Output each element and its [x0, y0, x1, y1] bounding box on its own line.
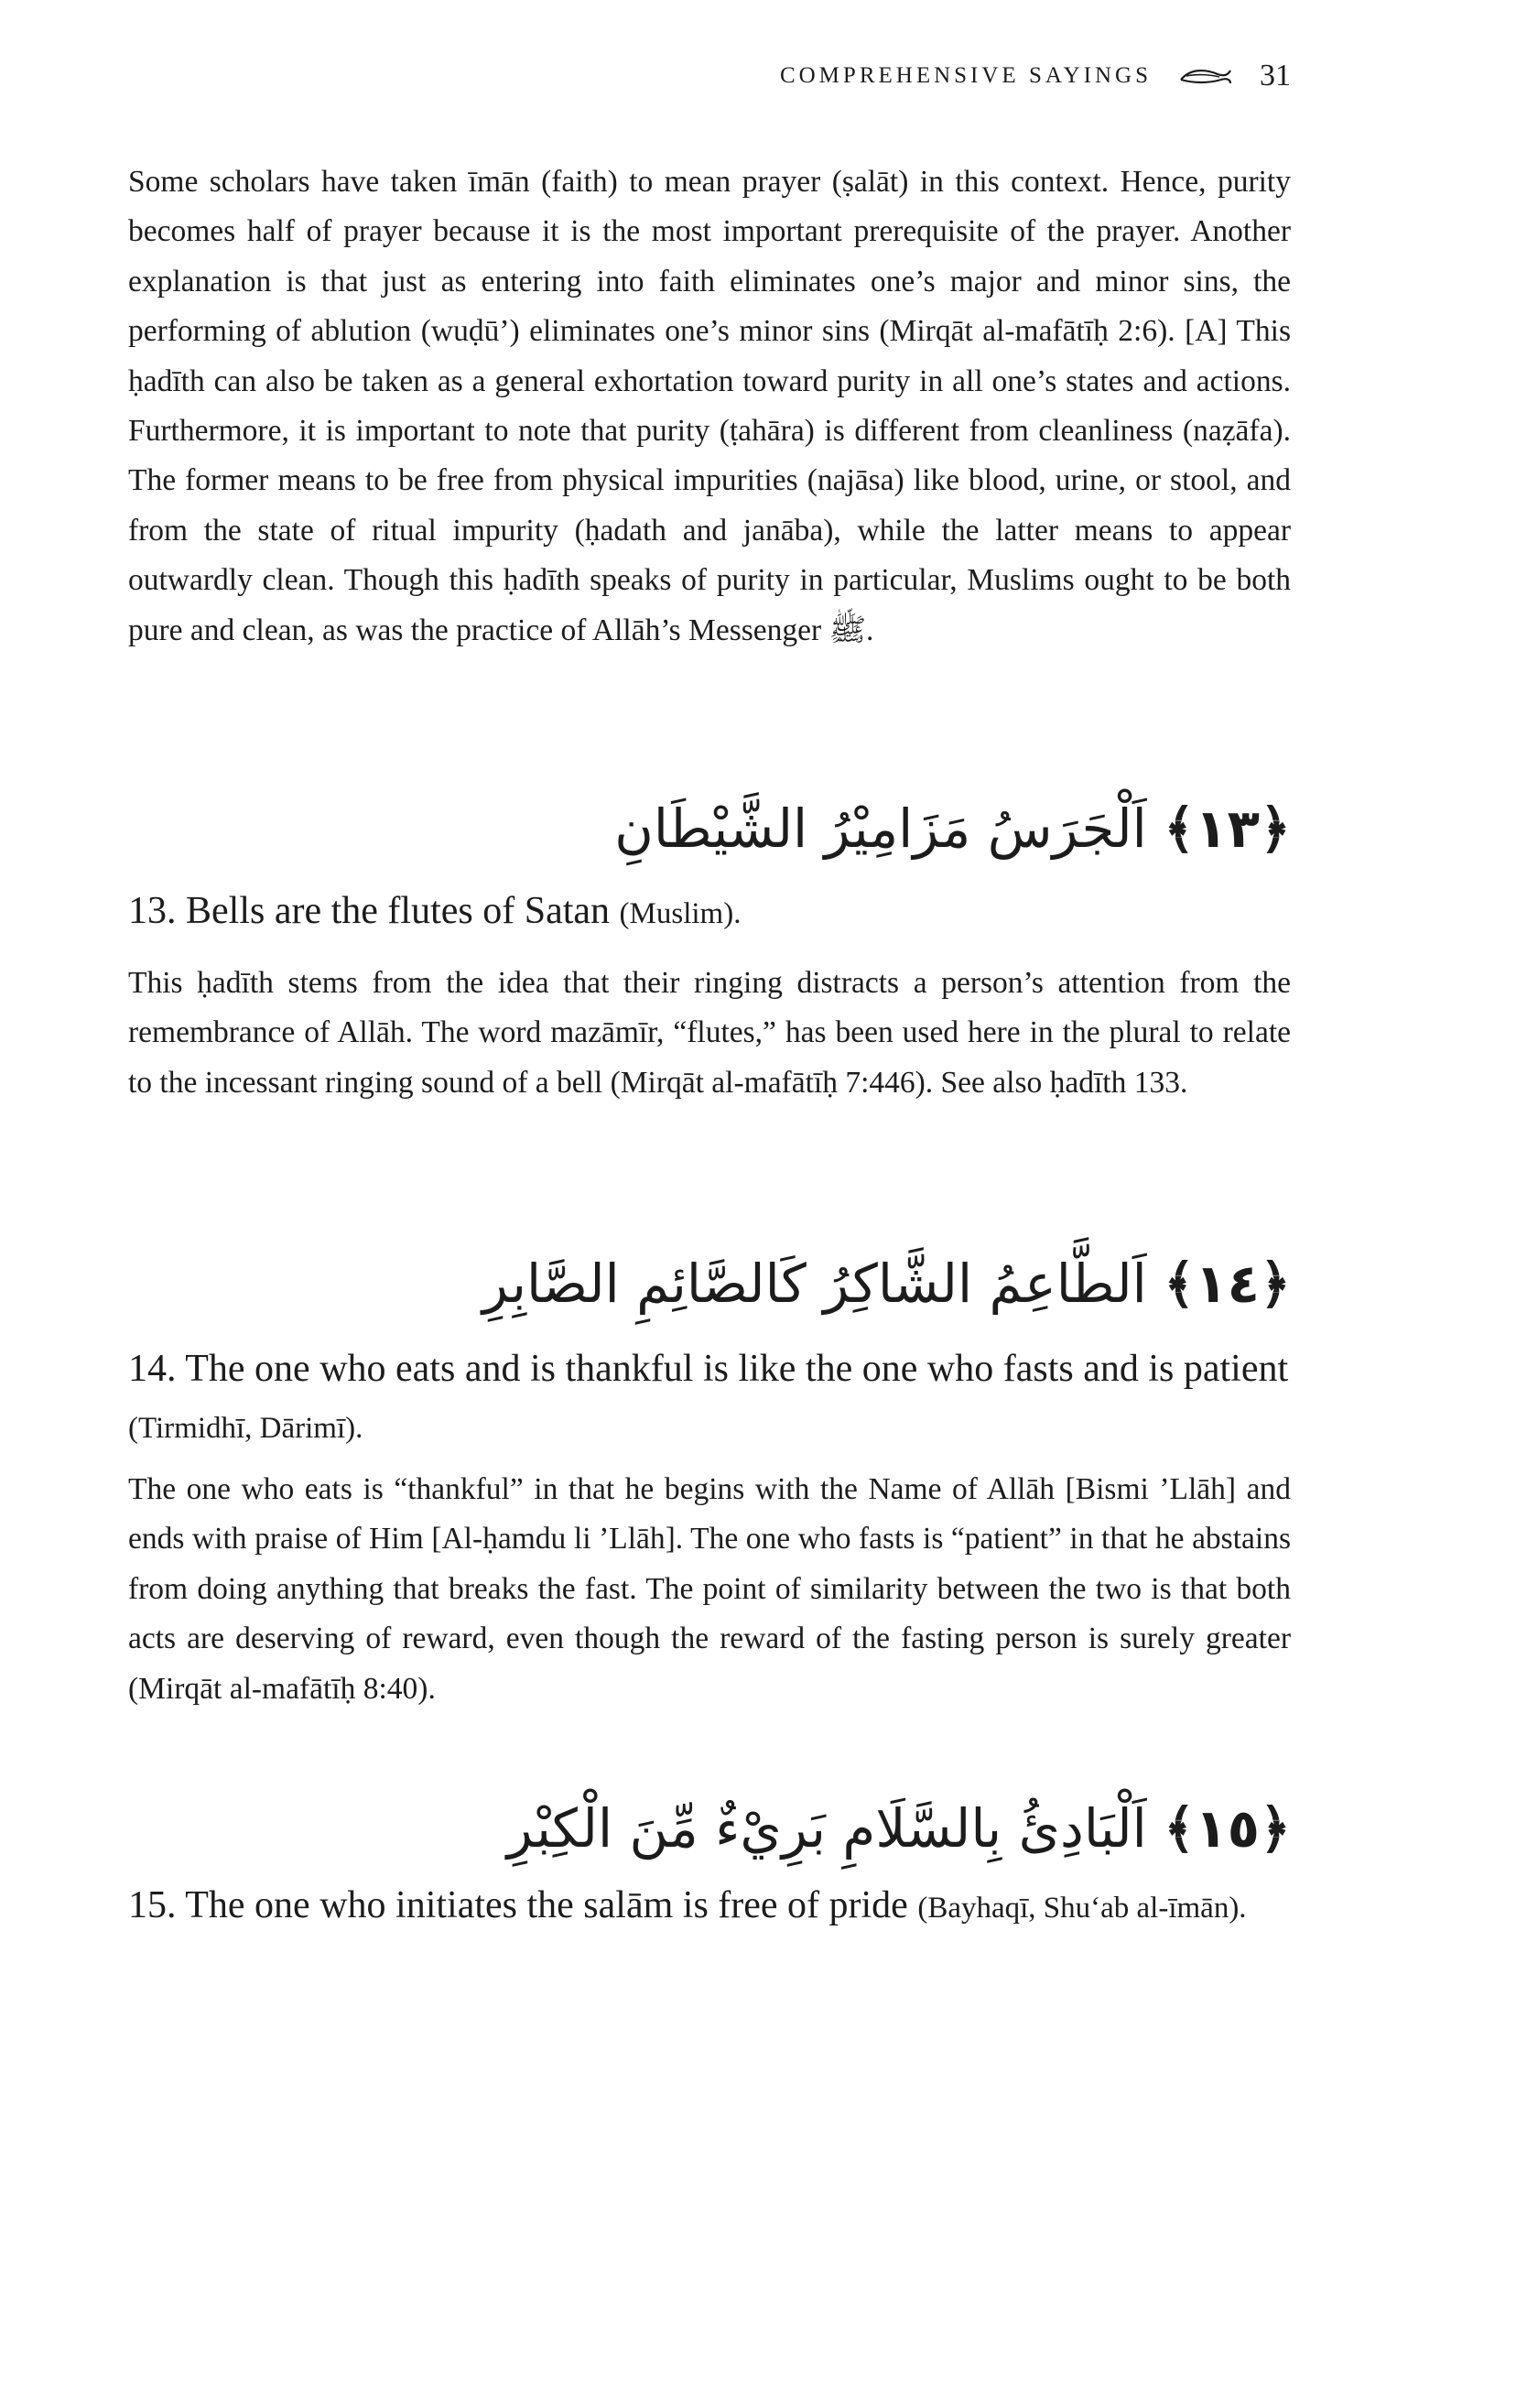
- arabic-number-15: ﴿١٥﴾: [1164, 1797, 1291, 1860]
- arabic-text-14: اَلطَّاعِمُ الشَّاكِرُ كَالصَّائِمِ الصَّابِرِ: [482, 1253, 1147, 1315]
- hadith-15-heading: [128, 1877, 1291, 1936]
- hadith-13-heading: [128, 883, 1291, 942]
- running-head: [128, 53, 1291, 99]
- hadith-15-source: (Bayhaqī, Shu‘ab al-īmān).: [917, 1892, 1247, 1925]
- hadith-13-source: (Muslim).: [619, 897, 742, 930]
- hadith-14-number: 14.: [128, 1348, 177, 1390]
- arabic-hadith-14: [128, 1253, 1291, 1315]
- hadith-13-translation: Bells are the flutes of Satan: [186, 890, 611, 932]
- hadith-15-number: 15.: [128, 1884, 177, 1926]
- arabic-number-13: ﴿١٣﴾: [1164, 797, 1291, 860]
- hadith-14-translation: The one who eats and is thankful is like the one who fasts and is patient: [185, 1348, 1289, 1390]
- hadith-14-source: (Tirmidhī, Dārimī).: [128, 1412, 363, 1445]
- hadith-15-translation: The one who initiates the salām is free of pride: [185, 1884, 908, 1926]
- page-number: 31: [1260, 59, 1291, 92]
- arabic-number-14: ﴿١٤﴾: [1164, 1253, 1291, 1315]
- hadith-13-commentary: This ḥadīth stems from the idea that their ringing distracts a person’s attention from the remembrance of Allāh. The word mazāmīr, “flutes,” has been used here in the plural to relate to the incessant ringing sound of a bell (Mirqāt al-mafātīḥ 7:446). See also ḥadīth 133.: [128, 966, 1291, 1100]
- hadith-14-heading: [128, 1340, 1291, 1457]
- scroll-ornament-icon: [1177, 63, 1234, 89]
- arabic-hadith-15: [128, 1797, 1291, 1860]
- hadith-13-number: 13.: [128, 890, 177, 932]
- arabic-hadith-13: [128, 797, 1291, 860]
- hadith-14-commentary: The one who eats is “thankful” in that he begins with the Name of Allāh [Bismi ’Llāh] and ends with praise of Him [Al-ḥamdu li ’Llāh]. The one who fasts is “patient” in that he abstains from doing anything that breaks the fast. The point of similarity between the two is that both acts are deserving of reward, even though the reward of the fasting person is surely greater (Mirqāt al-mafātīḥ 8:40).: [128, 1472, 1291, 1706]
- intro-commentary: Some scholars have taken īmān (faith) to mean prayer (ṣalāt) in this context. Hence, purity becomes half of prayer because it is the most important prerequisite of the prayer. Another explanation is that just as entering into faith eliminates one’s major and minor sins, the performing of ablution (wuḍū’) eliminates one’s minor sins (Mirqāt al-mafātīḥ 2:6). [A] This ḥadīth can also be taken as a general exhortation toward purity in all one’s states and actions. Furthermore, it is important to note that purity (ṭahāra) is different from cleanliness (naẓāfa). The former means to be free from physical impurities (najāsa) like blood, urine, or stool, and from the state of ritual impurity (ḥadath and janāba), while the latter means to appear outwardly clean. Though this ḥadīth speaks of purity in particular, Muslims ought to be both pure and clean, as was the practice of Allāh’s Messenger ﷺ.: [128, 165, 1291, 647]
- arabic-text-13: اَلْجَرَسُ مَزَامِيْرُ الشَّيْطَانِ: [614, 797, 1147, 860]
- running-title: COMPREHENSIVE SAYINGS: [779, 63, 1152, 88]
- arabic-text-15: اَلْبَادِئُ بِالسَّلَامِ بَرِيْءٌ مِّنَ الْكِبْرِ: [506, 1797, 1147, 1860]
